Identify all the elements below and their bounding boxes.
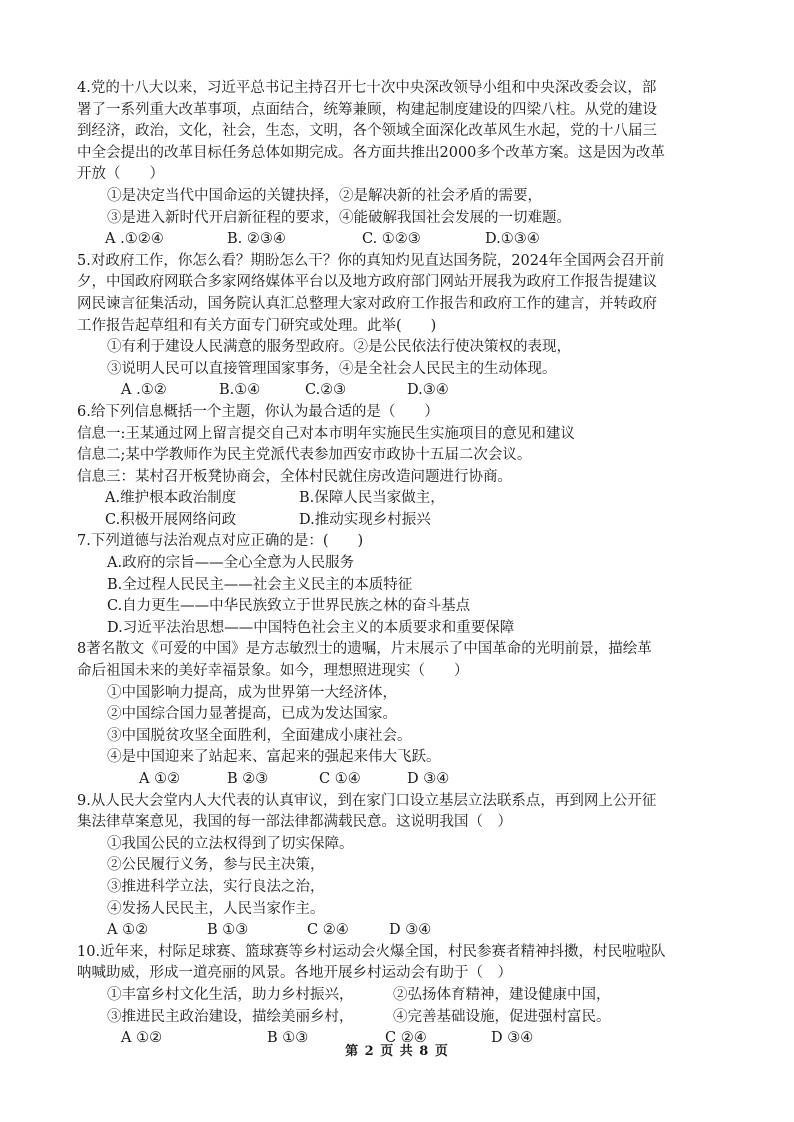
question-7 [77, 531, 727, 639]
answer-options [77, 510, 727, 532]
option-d: D ③④ [407, 771, 450, 787]
answer-options [77, 380, 727, 402]
option-a: A ①② [107, 922, 149, 939]
statement-line: ②中国综合国力显著提高，已成为发达国家。 [107, 706, 397, 723]
question-stem-line: 到经济，政治，文化，社会，生态，文明，各个领域全面深化改革风生水起，党的十八届三 [77, 123, 657, 140]
answer-options [77, 920, 727, 942]
option-b: B ②③ [227, 771, 269, 787]
question-stem-line: 4.党的十八大以来，习近平总书记主持召开七十次中央深改领导小组和中央深改委会议，部 [77, 80, 657, 96]
statement-line: ①有利于建设人民满意的服务型政府。②是公民依法行使决策权的表现， [107, 339, 571, 356]
question-8 [77, 639, 727, 790]
statement-line: ①是决定当代中国命运的关键抉择，②是解决新的社会矛盾的需要， [107, 187, 542, 204]
statement-line: ①我国公民的立法权得到了切实保障。 [107, 835, 354, 852]
statement-line: ④完善基础设施，促进强村富民。 [393, 1008, 611, 1025]
statement-pair [77, 985, 727, 1007]
question-stem-line: 8著名散文《可爱的中国》是方志敏烈士的遗嘱，片末展示了中国革命的光明前景，描绘革 [77, 641, 652, 658]
option-d: D.习近平法治思想——中国特色社会主义的本质要求和重要保障 [107, 619, 515, 636]
statement-line: ③中国脱贫攻坚全面胜利，全面建成小康社会。 [107, 727, 412, 744]
statement-line: ②公民履行义务，参与民主决策， [107, 857, 325, 874]
option-b: B.①④ [219, 382, 261, 399]
statement-line: ③推进民主政治建设，描绘美丽乡村， [107, 1008, 354, 1025]
question-6 [77, 402, 727, 532]
question-4 [77, 78, 727, 251]
option-b: B ①③ [207, 922, 249, 939]
statement-line: ③说明人民可以直接管理国家事务，④是全社会人民民主的生动体现。 [107, 360, 557, 377]
option-d: D.推动实现乡村振兴 [299, 511, 431, 528]
option-d: D.③④ [407, 382, 449, 399]
statement-line: ④是中国迎来了站起来、富起来的强起来伟大飞跃。 [107, 749, 441, 766]
question-5 [77, 251, 727, 402]
question-stem-line: 命后祖国未来的美好幸福景象。如今，理想照进现实（ ） [77, 663, 469, 680]
statement-line: ③推进科学立法，实行良法之治， [107, 878, 325, 895]
page-number: 第 2 页 共 8 页 [345, 1044, 449, 1059]
question-10 [77, 942, 727, 1050]
option-a: A ①② [121, 1030, 163, 1047]
question-stem-line: 开放（ ） [77, 166, 164, 183]
option-d: D.①③④ [485, 231, 540, 248]
option-c: C.自力更生——中华民族致立于世界民族之林的奋斗基点 [107, 598, 471, 615]
option-b: B.保障人民当家做主， [299, 490, 445, 507]
info-line: 信息二;某中学教师作为民主党派代表参加西安市政协十五届二次会议。 [77, 447, 532, 464]
question-stem-line: 网民谏言征集活动，国务院认真汇总整理大家对政府工作报告和政府工作的建言，并转政府 [77, 295, 657, 312]
option-c: C ②④ [307, 922, 349, 939]
info-line: 信息三：某村召开板凳协商会，全体村民就住房改造问题进行协商。 [77, 468, 512, 485]
option-d: D ③④ [389, 922, 432, 939]
option-a: A .①②④ [105, 231, 164, 248]
option-b: B ①③ [267, 1030, 309, 1047]
option-c: C.②③ [305, 382, 347, 399]
option-c: C ①④ [319, 771, 361, 787]
question-stem-line: 工作报告起草组和有关方面专门研究或处理。此举( ) [77, 317, 437, 334]
statement-line: ①丰富乡村文化生活，助力乡村振兴， [107, 986, 354, 1003]
option-a: A.政府的宗旨——全心全意为人民服务 [107, 555, 355, 572]
question-stem-line: 夕，中国政府网联合多家网络媒体平台以及地方政府部门网站开展我为政府工作报告提建议 [77, 274, 657, 291]
question-9 [77, 791, 727, 942]
option-a: A.维护根本政治制度 [105, 490, 237, 507]
option-b: B.全过程人民民主——社会主义民主的本质特征 [107, 576, 413, 593]
question-stem-line: 6.给下列信息概括一个主题，你认为最合适的是（ ） [77, 403, 439, 420]
option-a: A ①② [139, 771, 181, 787]
option-c: C ②④ [385, 1030, 427, 1047]
option-c: C. ①②③ [362, 231, 421, 248]
answer-options [77, 229, 727, 251]
question-stem-line: 呐喊助威，形成一道亮丽的风景。各地开展乡村运动会有助于（ ） [77, 965, 512, 982]
exam-page [77, 78, 727, 1050]
info-line: 信息一:王某通过网上留言提交自己对本市明年实施民生实施项目的意见和建议 [77, 425, 575, 442]
option-a: A .①② [121, 382, 167, 399]
answer-options [77, 769, 727, 791]
option-d: D ③④ [491, 1030, 534, 1047]
question-stem-line: 5.对政府工作，你怎么看？期盼怎么干？你的真知灼见直达国务院，2024年全国两会召开前 [77, 252, 665, 269]
question-stem-line: 7.下列道德与法治观点对应正确的是：( ) [77, 533, 364, 550]
option-c: C.积极开展网络问政 [105, 511, 237, 528]
statement-line: ①中国影响力提高，成为世界第一大经济体， [107, 684, 397, 701]
statement-line: ③是进入新时代开启新征程的要求，④能破解我国社会发展的一切难题。 [107, 209, 571, 226]
statement-line: ④发扬人民民主，人民当家作主。 [107, 900, 325, 917]
option-b: B. ②③④ [227, 231, 286, 248]
question-stem-line: 集法律草案意见，我国的每一部法律都满载民意。这说明我国（ ） [77, 814, 512, 831]
question-stem-line: 10.近年来，村际足球赛、篮球赛等乡村运动会火爆全国，村民参赛者精神抖擞，村民啦啦队 [77, 943, 666, 960]
answer-options [77, 488, 727, 510]
statement-pair [77, 1007, 727, 1029]
question-stem-line: 中全会提出的改革目标任务总体如期完成。各方面共推出2000多个改革方案。这是因为改革 [77, 144, 665, 161]
statement-line: ②弘扬体育精神，建设健康中国， [393, 986, 611, 1003]
question-stem-line: 署了一系列重大改革事项，点面结合，统筹兼顾，构建起制度建设的四梁八柱。从党的建设 [77, 101, 657, 118]
question-stem-line: 9.从人民大会堂内人大代表的认真审议，到在家门口设立基层立法联系点，再到网上公开征 [77, 792, 657, 809]
